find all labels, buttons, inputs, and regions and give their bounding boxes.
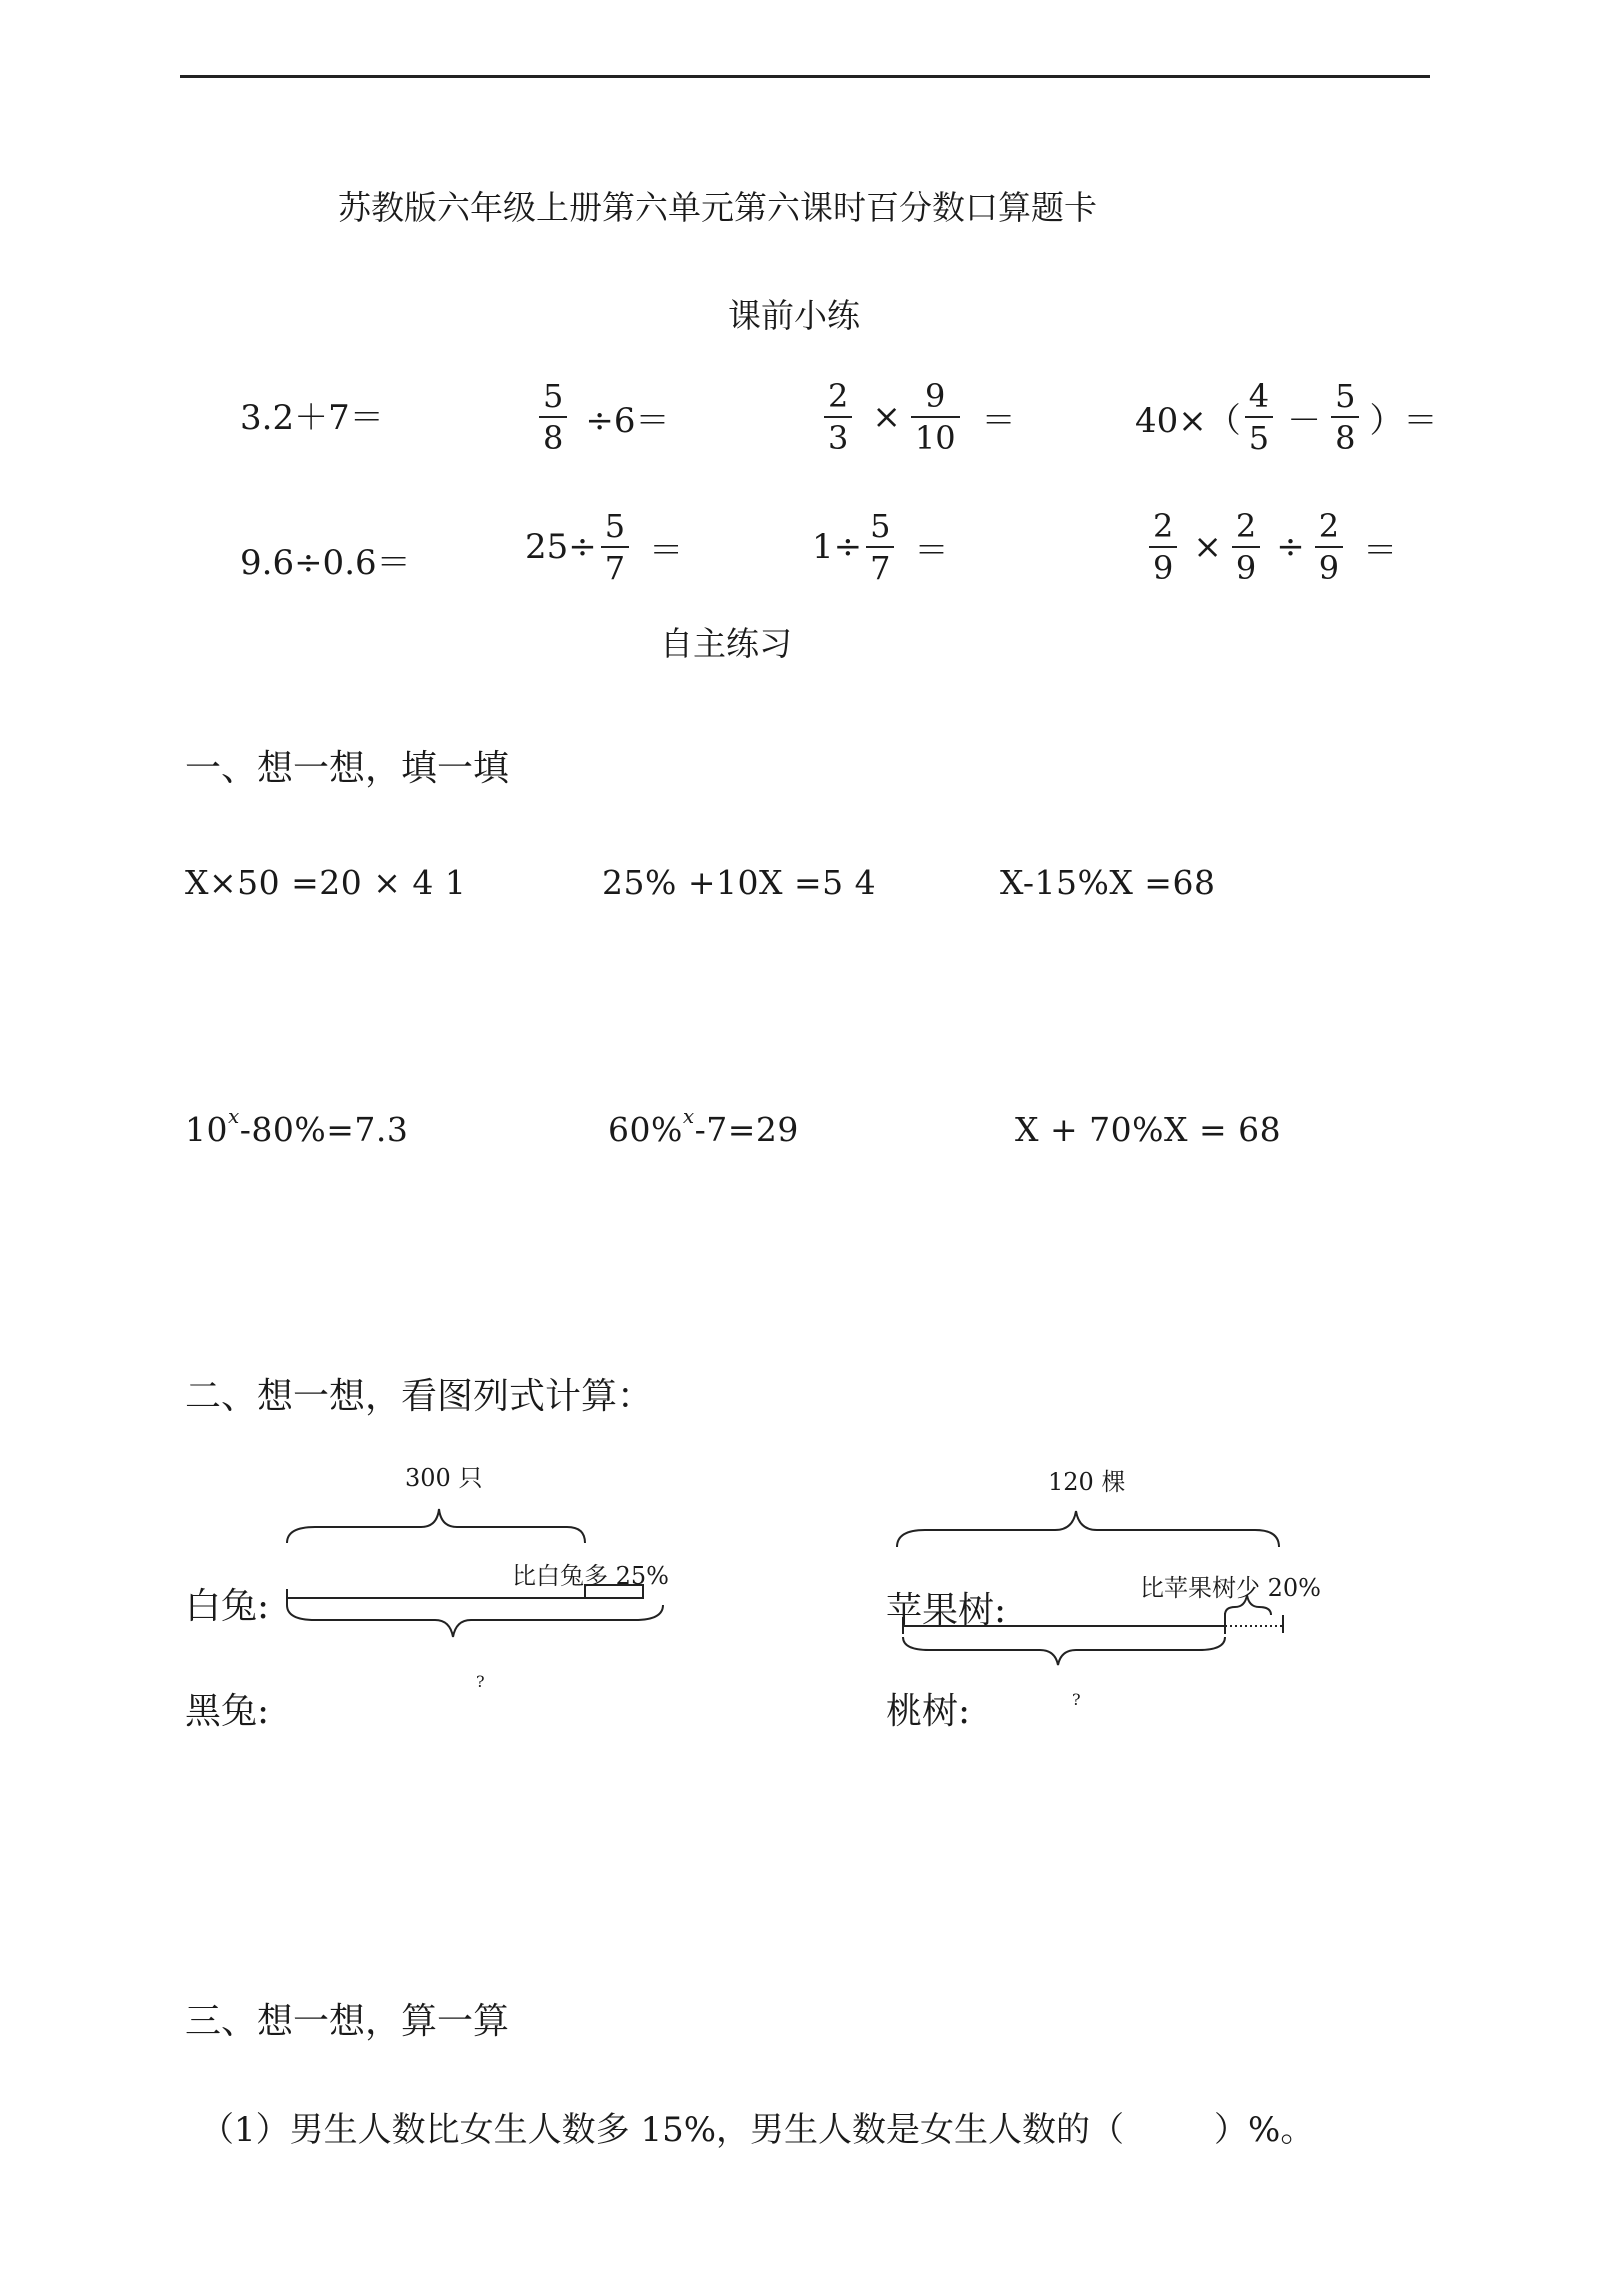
fraction: $\frac{4}{5}$ (1245, 380, 1273, 454)
warmup-q7-prefix: 1÷ (812, 527, 863, 567)
less-than-apple-label: 比苹果树少 20% (1140, 1574, 1321, 1602)
bottom-brace (903, 1637, 1225, 1665)
question-1-suffix: ）%。 (1214, 2110, 1315, 2150)
black-rabbit-label: 黑兔: (185, 1691, 270, 1732)
equation-1: X×50 =20 × 4 1 (185, 863, 467, 902)
fraction: $\frac{5}{7}$ (866, 510, 894, 584)
equation-2: 25% +10X =5 4 (602, 863, 877, 902)
page-title: 苏教版六年级上册第六单元第六课时百分数口算题卡 (338, 188, 1097, 227)
variable-x: x (682, 1104, 695, 1128)
warmup-q1 (240, 390, 384, 439)
apple-tree-total-label: 120 棵 (1048, 1468, 1126, 1496)
question-1-text: （1）男生人数比女生人数多 15%，男生人数是女生人数的（ (200, 2110, 1125, 2150)
fraction: $\frac{5}{7}$ (601, 510, 629, 584)
fraction: $\frac{2}{3}$ (824, 380, 852, 454)
warmup-q6-prefix: 25÷ (525, 527, 597, 567)
white-rabbit-total-label: 300 只 (405, 1464, 483, 1492)
apple-tree-label: 苹果树: (886, 1590, 1007, 1631)
operator: × (1193, 527, 1222, 567)
question-1 (200, 2102, 1314, 2151)
warmup-q7 (812, 507, 949, 587)
top-rule (180, 75, 1430, 78)
fraction: $\frac{2}{9}$ (1315, 510, 1343, 584)
operator: － (1287, 400, 1322, 441)
equation-3: X-15%X =68 (1000, 863, 1216, 902)
top-brace (897, 1511, 1279, 1547)
equals-sign: ＝ (914, 530, 949, 571)
fraction: $\frac{5}{8}$ (1331, 380, 1359, 454)
equals-sign: ＝ (649, 530, 684, 571)
warmup-q2 (535, 377, 670, 457)
section-1-heading: 一、想一想，填一填 (185, 748, 510, 789)
bottom-brace (287, 1605, 663, 1637)
unknown-mark: ? (476, 1672, 485, 1691)
warmup-q5 (240, 535, 411, 584)
top-brace (287, 1509, 585, 1543)
operator: ÷ (1276, 527, 1305, 567)
warmup-q4-prefix: 40×（ (1135, 400, 1241, 441)
operator: × (872, 397, 901, 437)
warmup-q8 (1145, 507, 1398, 587)
equation-4: $10^x-80\%=7.3$ (185, 1104, 409, 1149)
warmup-title: 课前小练 (728, 296, 860, 335)
equals-sign: ＝ (981, 400, 1016, 441)
white-rabbit-label: 白兔: (185, 1586, 270, 1627)
section-2-heading: 二、想一想，看图列式计算： (185, 1376, 654, 1417)
variable-x: x (228, 1104, 240, 1128)
equation-5: 60%$^x$-7=29 (608, 1104, 799, 1149)
warmup-q1-text: 3.2＋7＝ (240, 398, 384, 438)
unknown-mark: ? (1072, 1690, 1081, 1709)
equals-sign: ＝ (1363, 530, 1398, 571)
section-3-heading: 三、想一想，算一算 (185, 2001, 510, 2042)
fraction: $\frac{9}{10}$ (911, 380, 960, 454)
warmup-q4 (1135, 377, 1438, 457)
fraction: $\frac{2}{9}$ (1232, 510, 1260, 584)
warmup-q3 (820, 377, 1016, 457)
fraction: $\frac{2}{9}$ (1149, 510, 1177, 584)
peach-tree-label: 桃树: (886, 1691, 971, 1732)
equation-6: X + 70%X = 68 (1015, 1110, 1282, 1149)
warmup-q6 (525, 507, 684, 587)
self-practice-title: 自主练习 (660, 624, 792, 663)
warmup-q4-suffix: ）＝ (1369, 400, 1438, 441)
warmup-q2-rest: ÷6＝ (585, 400, 670, 441)
fraction: $\frac{5}{8}$ (539, 380, 567, 454)
warmup-q5-text: 9.6÷0.6＝ (240, 543, 411, 583)
more-than-white-label: 比白兔多 25% (512, 1562, 669, 1590)
